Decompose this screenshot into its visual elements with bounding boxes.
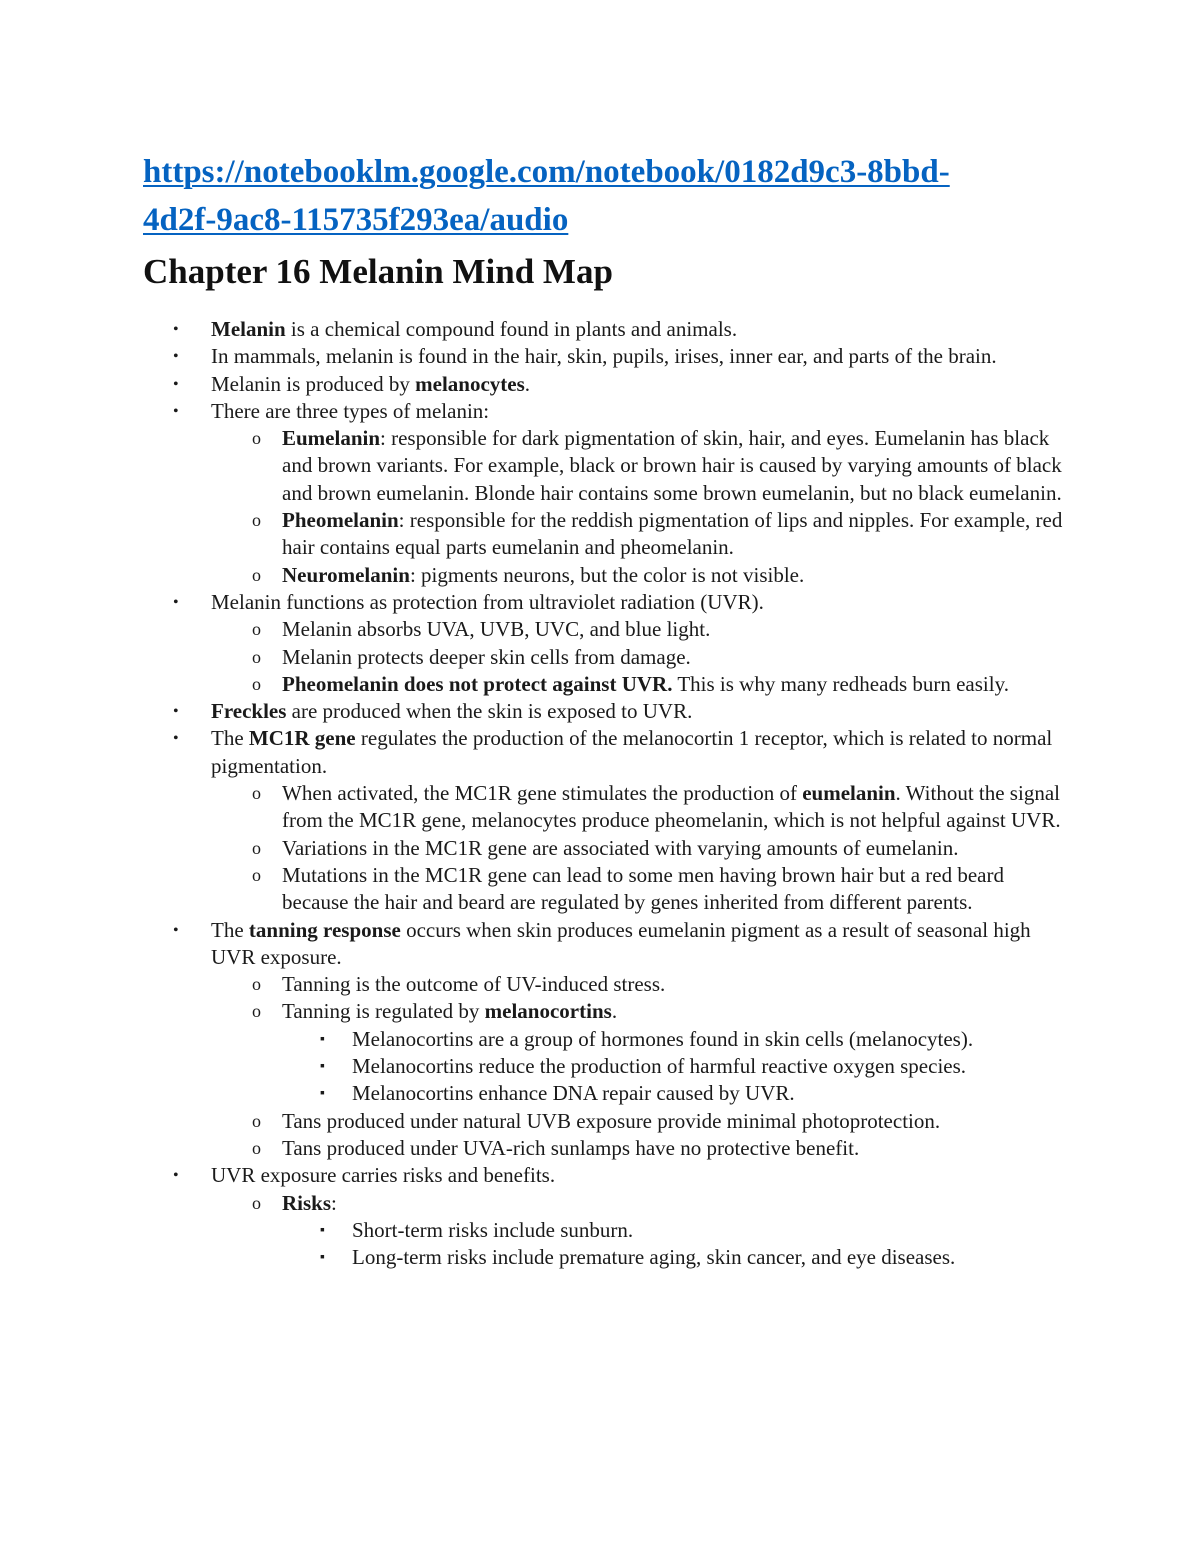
bullet-text: When activated, the MC1R gene stimulates the production of [282,781,803,806]
bullet-text: Melanin functions as protection from ultraviolet radiation (UVR). [211,589,764,614]
notebooklm-link[interactable] [143,148,1043,244]
bold-term: Risks [282,1190,332,1215]
sub-bullet-uvb [211,1108,1069,1135]
sub-bullet-marker: o [252,673,261,694]
square-bullet-marker: ▪ [320,1222,325,1238]
bullet-text: Melanin is produced by [211,371,416,396]
sub-sub-bullet-oxygen [282,1053,1069,1080]
square-bullet-marker: ▪ [320,1031,325,1047]
sub-sub-bullet-long-term [282,1244,1069,1271]
bullet-marker: • [173,375,179,393]
sub-bullet-redheads [211,671,1069,698]
sub-bullet-marker: o [252,864,261,885]
bullet-text: Tans produced under natural UVB exposure provide minimal photoprotection. [282,1108,941,1133]
sub-bullet-absorbs [211,616,1069,643]
bullet-text: In mammals, melanin is found in the hair, skin, pupils, irises, inner ear, and parts of the brain. [211,344,997,369]
bullet-text: Tanning is the outcome of UV-induced stress. [282,972,666,997]
link-line-2[interactable]: 4d2f-9ac8-115735f293ea/audio [143,202,569,238]
bullet-text: . [611,999,618,1024]
bullet-marker: • [173,1167,179,1185]
bullet-text: This is why many redheads burn easily. [672,671,1009,696]
bullet-marker: • [173,730,179,748]
sub-bullet-pheomelanin [211,507,1069,562]
sub-sub-bullet-hormones [282,1026,1069,1053]
bullet-text: Tanning is regulated by [282,999,485,1024]
bullet-three-types [0,398,1069,589]
sub-bullet-marker: o [252,783,261,804]
bullet-list [0,316,1200,1271]
bullet-risks-benefits [0,1162,1069,1271]
bullet-uvr-protection [0,589,1069,698]
bullet-text: occurs when skin produces eumelanin pigment as a result of seasonal high UVR exposure. [211,917,1031,969]
sub-bullet-marker: o [252,837,261,858]
bullet-marker: • [173,321,179,338]
bold-term: Neuromelanin [282,562,410,587]
bullet-text: : pigments neurons, but the color is not visible. [409,562,805,587]
bullet-text: Melanin protects deeper skin cells from damage. [282,644,691,669]
document-title: Chapter 16 Melanin Mind Map [143,252,613,291]
sub-bullet-marker: o [252,1192,261,1213]
bold-term: Pheomelanin does not protect against UVR. [282,671,673,696]
sub-bullet-eumelanin [211,425,1069,507]
sub-list [252,425,1069,589]
sub-bullet-variations [211,835,1069,862]
bullet-produced-by [0,371,1069,398]
sub-bullet-marker: o [252,619,261,640]
sub-bullet-marker: o [252,1110,261,1131]
bullet-text: Melanocortins enhance DNA repair caused by UVR. [352,1081,795,1106]
bullet-text: . Without the signal from the MC1R gene, melanocytes produce pheomelanin, which is not helpful against UVR. [282,781,1061,833]
bullet-marker: • [173,921,179,939]
sub-list [252,1190,1069,1272]
bullet-text: : responsible for dark pigmentation of skin, hair, and eyes. Eumelanin has black and brown variants. For example, black or brown hair is caused by varying amounts of black and brown eumelanin. Blonde hair contains some brown eumelanin, but no black eumelanin. [282,426,1062,505]
bullet-marker: • [173,348,179,366]
sub-bullet-activated [211,780,1069,835]
bullet-text: Melanocortins reduce the production of harmful reactive oxygen species. [352,1054,967,1079]
bullet-text: The [211,917,249,942]
sub-bullet-uva [211,1135,1069,1162]
bullet-text: : [331,1190,337,1215]
bullet-mc1r [0,725,1069,916]
bullet-freckles [0,698,1069,725]
bold-term: Melanin [211,317,286,341]
bullet-text: Melanin absorbs UVA, UVB, UVC, and blue light. [282,617,711,642]
bullet-text: . [524,371,531,396]
sub-sub-bullet-dna [282,1080,1069,1107]
bullet-text: Melanocortins are a group of hormones found in skin cells (melanocytes). [352,1026,974,1051]
sub-bullet-marker: o [252,646,261,667]
sub-bullet-marker: o [252,974,261,995]
bullet-marker: • [173,402,179,420]
bullet-text: Mutations in the MC1R gene can lead to some men having brown hair but a red beard because the hair and beard are regulated by genes inherited from different parents. [282,862,1004,915]
sub-sub-bullet-short-term [282,1217,1069,1244]
sub-list [252,616,1069,698]
bullet-text: UVR exposure carries risks and benefits. [211,1163,556,1188]
square-bullet-marker: ▪ [320,1086,325,1102]
bold-term: Freckles [211,699,287,724]
bullet-text: are produced when the skin is exposed to UVR. [286,699,693,724]
sub-list [252,971,1069,1162]
link-line-1[interactable]: https://notebooklm.google.com/notebook/0182d9c3-8bbd- [143,154,950,190]
bold-term: MC1R gene [248,726,356,751]
bullet-marker: • [173,703,179,721]
sub-bullet-marker: o [252,1137,261,1158]
bullet-text: regulates the production of the melanocortin 1 receptor, which is related to normal pigmentation. [211,726,1053,778]
bullet-text: Variations in the MC1R gene are associated with varying amounts of eumelanin. [282,835,959,860]
sub-bullet-marker: o [252,564,261,585]
sub-sub-list [320,1217,1069,1272]
sub-bullet-regulated [211,998,1069,1107]
sub-bullet-mutations [211,862,1069,917]
bold-term: melanocortins [484,999,612,1024]
sub-bullet-marker: o [252,510,261,531]
sub-bullet-risks [211,1190,1069,1272]
sub-bullet-marker: o [252,1001,261,1022]
bullet-melanin-definition [0,316,1069,343]
square-bullet-marker: ▪ [320,1059,325,1075]
bold-term: eumelanin [802,781,896,806]
bullet-text: There are three types of melanin: [211,398,490,423]
bullet-tanning [0,917,1069,1163]
sub-bullet-neuromelanin [211,562,1069,589]
bold-term: melanocytes [415,371,525,396]
bold-term: Eumelanin [282,426,381,451]
sub-bullet-stress [211,971,1069,998]
square-bullet-marker: ▪ [320,1250,325,1266]
bullet-marker: • [173,593,179,611]
bullet-text: : responsible for the reddish pigmentation of lips and nipples. For example, red hair contains equal parts eumelanin and pheomelanin. [282,508,1063,560]
bullet-text: Tans produced under UVA-rich sunlamps have no protective benefit. [282,1135,860,1160]
sub-list [252,780,1069,916]
bold-term: Pheomelanin [282,508,399,533]
sub-sub-list [320,1026,1069,1108]
bullet-text: Short-term risks include sunburn. [352,1217,634,1242]
bullet-mammals [0,343,1069,370]
bullet-text: is a chemical compound found in plants and animals. [285,317,738,341]
bullet-text: Long-term risks include premature aging, skin cancer, and eye diseases. [352,1245,956,1270]
sub-bullet-protects [211,644,1069,671]
sub-bullet-marker: o [252,428,261,449]
bold-term: tanning response [248,917,401,942]
bullet-text: The [211,726,249,751]
